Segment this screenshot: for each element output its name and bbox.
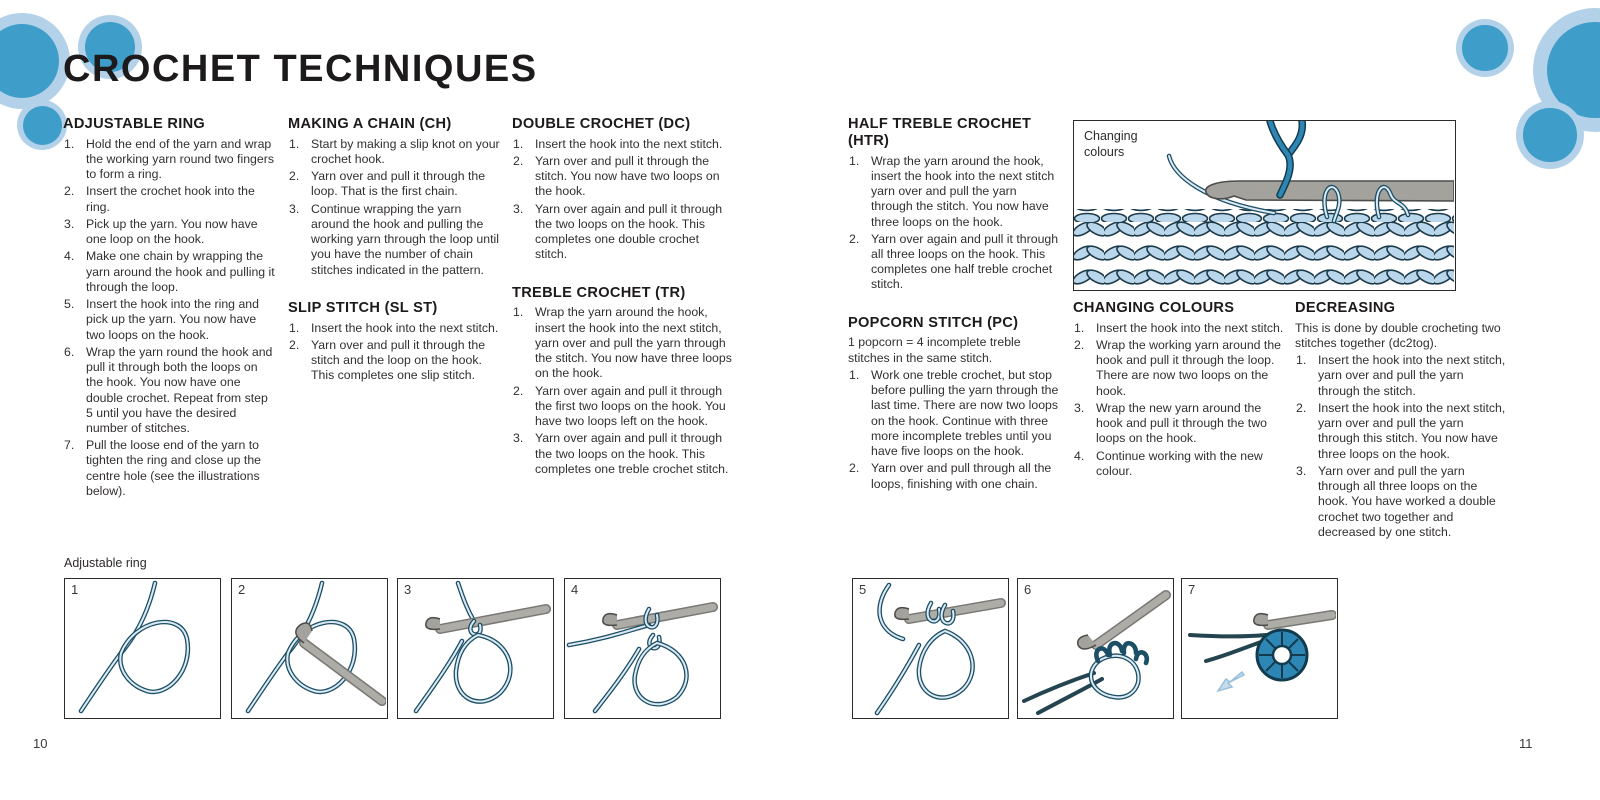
step-item: Yarn over and pull it through the stitch. You now have two loops on the hook. <box>535 154 720 199</box>
illustration-changing-colours <box>1073 120 1456 291</box>
column-double-treble <box>512 116 734 499</box>
step-item: Yarn over again and pull it through the first two loops on the hook. You have two loops left on the hook. <box>535 383 726 429</box>
column-changing-colours <box>1073 300 1289 501</box>
step-number: 6 <box>1024 582 1032 597</box>
steps-list <box>848 368 1061 492</box>
steps-list <box>1295 353 1507 540</box>
decor-circle-large <box>0 13 70 109</box>
step-item: Yarn over and pull it through the loop. That is the first chain. <box>311 169 486 199</box>
step-item: Wrap the yarn round the hook and pull it through both the loops on the hook. You now have one double crochet. Repeat from step 5 until you have the desired number of stitches. <box>86 344 273 435</box>
decor-circle-small-right <box>1456 19 1514 77</box>
section-heading: ADJUSTABLE RING <box>63 116 206 132</box>
left-page-number: 10 <box>33 736 48 751</box>
step-item: Pick up the yarn. You now have one loop on the hook. <box>86 216 258 247</box>
step-frame-3 <box>397 578 554 719</box>
adjustable-ring-step4-drawing <box>565 579 719 717</box>
step-item: Yarn over again and pull it through the two loops on the hook. This completes one treble crochet stitch. <box>535 431 729 476</box>
step-item: Wrap the yarn around the hook, insert the hook into the next stitch, yarn over and pull the yarn through the stitch. You now have three loops on the hook. <box>535 305 732 381</box>
step-item: Start by making a slip knot on your crochet hook. <box>311 136 500 167</box>
step-item: Pull the loose end of the yarn to tighten the ring and close up the centre hole (see the illustrations below). <box>86 438 262 498</box>
illustration-label: Changing colours <box>1084 129 1138 159</box>
section-heading: HALF TREBLE CROCHET (HTR) <box>848 116 1032 149</box>
decor-circle-mid-right <box>1516 101 1584 169</box>
section-slip-stitch <box>288 300 500 384</box>
section-heading: DECREASING <box>1295 300 1396 316</box>
adjustable-ring-step6-drawing <box>1018 579 1172 717</box>
section-heading: TREBLE CROCHET (TR) <box>512 284 686 301</box>
step-number: 3 <box>404 582 412 597</box>
step-item: Make one chain by wrapping the yarn around the hook and pulling it through the loop. <box>86 249 275 294</box>
section-heading: SLIP STITCH (SL ST) <box>288 299 438 316</box>
section-half-treble <box>848 116 1061 293</box>
decor-circle-large-core <box>0 24 59 99</box>
column-chain-slip <box>288 116 500 406</box>
steps-list <box>848 154 1061 293</box>
step-frame-7 <box>1181 578 1338 719</box>
adjustable-ring-step3-drawing <box>398 579 552 717</box>
section-decreasing <box>1295 300 1507 540</box>
step-number: 4 <box>571 582 579 597</box>
steps-list <box>512 137 734 263</box>
section-heading: CHANGING COLOURS <box>1073 300 1235 316</box>
step-frame-1 <box>64 578 221 719</box>
adjustable-ring-caption: Adjustable ring <box>64 556 147 570</box>
steps-list <box>1073 321 1289 479</box>
step-item: Yarn over and pull it through the stitch and the loop on the hook. This completes one slip stitch. <box>311 337 486 383</box>
adjustable-ring-step7-drawing <box>1182 579 1336 717</box>
pull-direction-arrow <box>1218 672 1244 691</box>
step-item: Insert the hook into the next stitch. <box>1096 320 1284 335</box>
step-item: Insert the hook into the next stitch, yarn over and pull the yarn through this stitch. You now have three loops on the hook. <box>1318 400 1506 461</box>
step-item: Insert the hook into the ring and pick up the yarn. You now have two loops on the hook. <box>86 297 259 342</box>
step-item: Work one treble crochet, but stop before pulling the yarn through the last time. There are now two loops on the hook. Continue with three more incomplete trebles until you have five loops on the hook. <box>871 367 1059 459</box>
adjustable-ring-step5-drawing <box>853 579 1007 717</box>
right-page-number: 11 <box>1519 736 1533 751</box>
section-making-a-chain <box>288 116 500 278</box>
step-frame-4 <box>564 578 721 719</box>
section-changing-colours <box>1073 300 1289 479</box>
step-item: Wrap the working yarn around the hook and pull it through the loop. There are now two loops on the hook. <box>1096 338 1282 398</box>
step-frame-5 <box>852 578 1009 719</box>
step-item: Wrap the yarn around the hook, insert the hook into the next stitch yarn over and pull the yarn through the stitch. You now have three loops on the hook. <box>871 153 1055 229</box>
step-item: Insert the hook into the next stitch, yarn over and pull the yarn through the stitch. <box>1318 353 1506 398</box>
column-htr-popcorn <box>848 116 1061 514</box>
step-item: Yarn over and pull the yarn through all three loops on the hook. You have worked a double crochet two together and decreased by one stitch. <box>1318 463 1496 539</box>
section-treble-crochet <box>512 285 734 477</box>
step-frame-6 <box>1017 578 1174 719</box>
step-number: 5 <box>859 582 867 597</box>
adjustable-ring-step1-drawing <box>65 579 219 717</box>
column-decreasing <box>1295 300 1507 562</box>
step-frame-2 <box>231 578 388 719</box>
step-item: Insert the crochet hook into the ring. <box>86 184 255 214</box>
step-number: 2 <box>238 582 246 597</box>
decor-circle-small <box>17 100 67 150</box>
step-number: 7 <box>1188 582 1196 597</box>
section-heading: POPCORN STITCH (PC) <box>848 314 1019 331</box>
decor-circle-small-right-core <box>1462 25 1507 70</box>
section-double-crochet <box>512 116 734 263</box>
section-popcorn-stitch <box>848 315 1061 492</box>
section-adjustable-ring <box>63 116 277 499</box>
adjustable-ring-step2-drawing <box>232 579 386 717</box>
steps-list <box>512 305 734 477</box>
section-heading: DOUBLE CROCHET (DC) <box>512 116 691 132</box>
section-heading: MAKING A CHAIN (CH) <box>288 116 452 132</box>
step-item: Continue wrapping the yarn around the hook and pulling the working yarn through the loop until you have the number of chain stitches indicated in the pattern. <box>311 201 499 277</box>
step-number: 1 <box>71 582 79 597</box>
step-item: Yarn over again and pull it through the two loops on the hook. This completes one double crochet stitch. <box>535 201 723 262</box>
step-item: Continue working with the new colour. <box>1096 448 1263 478</box>
page-title: CROCHET TECHNIQUES <box>63 48 538 90</box>
section-intro: 1 popcorn = 4 incomplete treble stitches in the same stitch. <box>848 335 1021 365</box>
steps-list <box>288 137 500 278</box>
step-item: Insert the hook into the next stitch. <box>311 320 499 335</box>
step-item: Yarn over again and pull it through all three loops on the hook. This completes one half treble crochet stitch. <box>871 231 1059 292</box>
column-adjustable-ring <box>63 116 277 521</box>
step-item: Yarn over and pull through all the loops, finishing with one chain. <box>871 461 1052 491</box>
steps-list <box>288 321 500 384</box>
decor-circle-mid-right-core <box>1523 108 1576 161</box>
step-item: Hold the end of the yarn and wrap the working yarn round two fingers to form a ring. <box>86 136 274 182</box>
steps-list <box>63 137 277 499</box>
decor-circle-small-core <box>23 106 62 145</box>
step-item: Insert the hook into the next stitch. <box>535 136 723 151</box>
step-item: Wrap the new yarn around the hook and pull it through the two loops on the hook. <box>1096 400 1267 446</box>
section-intro: This is done by double crocheting two stitches together (dc2tog). <box>1295 320 1501 351</box>
